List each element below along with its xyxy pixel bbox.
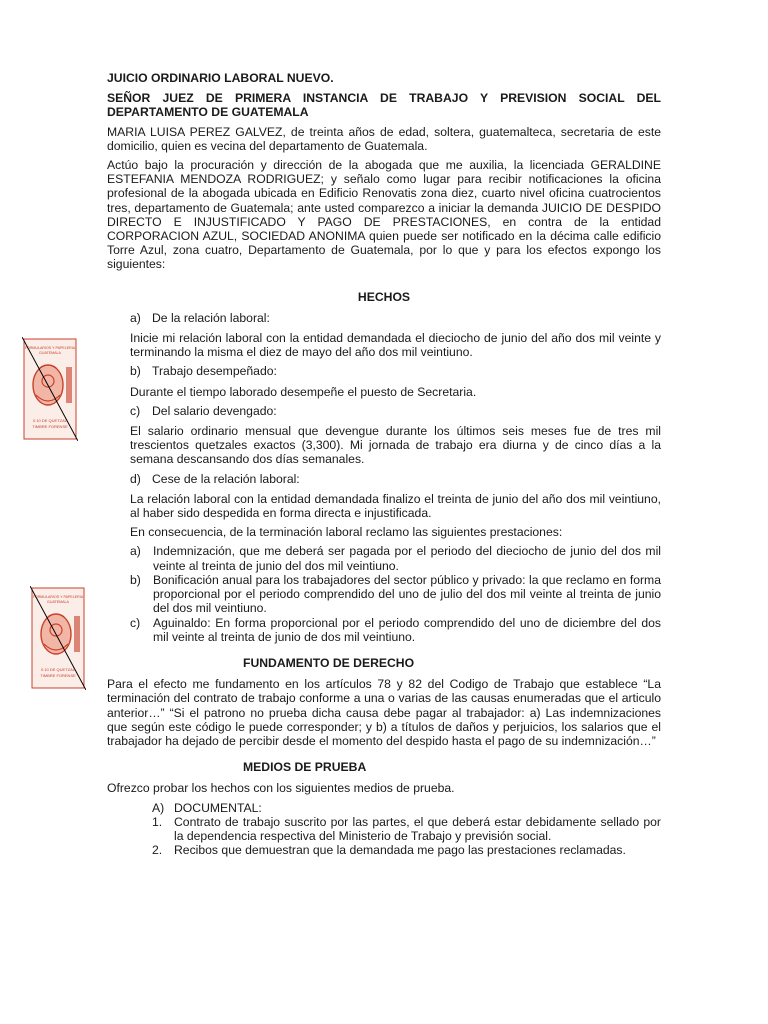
list-item xyxy=(152,815,661,843)
fundamento-heading: FUNDAMENTO DE DERECHO xyxy=(243,655,415,670)
hechos-item-c-title xyxy=(107,404,661,418)
list-item xyxy=(130,616,661,644)
list-item xyxy=(130,573,661,616)
item-label: a) xyxy=(130,310,141,325)
hechos-item-d-title xyxy=(107,472,661,486)
stamp-footer-line-2: TIMBRE FORENSE xyxy=(40,673,76,678)
item-text: Bonificación anual para los trabajadores del sector público y privado: la que reclamo en forma proporcional por el periodo comprendido del uno de julio del dos mil veinte al treinta de junio del dos mil veintiuno. xyxy=(153,572,661,616)
stamp-footer-line-2: TIMBRE FORENSE xyxy=(32,424,68,429)
item-text: Indemnización, que me deberá ser pagada por el periodo del dieciocho de junio del dos mil veinte al treinta de junio del dos mil veintiuno. xyxy=(153,544,661,573)
hechos-item-c-text: El salario ordinario mensual que devengue durante los últimos seis meses fue de tres mil trescientos quetzales exactos (3,300). Mi jornada de trabajo era diurna y de cinco días a la semana descansando dos días semanales. xyxy=(130,424,661,467)
prestaciones-list xyxy=(107,544,661,643)
item-title: DOCUMENTAL: xyxy=(174,800,262,815)
body-paragraph: Actúo bajo la procuración y dirección de la abogada que me auxilia, la licenciada GERALDINE ESTEFANIA MENDOZA RODRIGUEZ; y señalo como lugar para recibir notificaciones la oficina profesional de la abogada ubicada en Edificio Renovatis zona diez, cuarto nivel oficina cuatrocientos tres, departamento de Guatemala; ante usted comparezco a iniciar la demanda JUICIO DE DESPIDO DIRECTO E INJUSTIFICADO Y PAGO DE PRESTACIONES, en contra de la entidad CORPORACION AZUL, SOCIEDAD ANONIMA quien puede ser notificado en la décima calle edificio Torre Azul, zona cuatro, Departamento de Guatemala, por lo que y para los efectos expongo los siguientes: xyxy=(107,158,661,272)
list-item xyxy=(130,544,661,572)
stamp-header-line-1: FORMULARIOS Y PAPELERIA xyxy=(32,595,84,599)
stamp-header-line-2: GUATEMALA xyxy=(39,351,61,355)
hechos-item-a-text: Inicie mi relación laboral con la entidad demandada el dieciocho de junio del año dos mil veinte y terminando la misma el diez de mayo del año dos mil veintiuno. xyxy=(130,331,661,360)
fundamento-paragraph: Para el efecto me fundamento en los artículos 78 y 82 del Codigo de Trabajo que establece “La terminación del contrato de trabajo conforme a una o varias de las causas enumeradas que el articulo anterior…” “Si el patrono no prueba dicha causa debe pagar al trabajador: a) Las indemnizaciones que según este código le puede corresponder; y b) a títulos de daños y perjuicios, los salarios que el trabajador ha dejado de percibir desde el momento del despido hasta el pago de su indemnización…” xyxy=(107,677,661,748)
item-title: Cese de la relación laboral: xyxy=(152,471,300,486)
stamp-header-line-1: FORMULARIOS Y PAPELERIA xyxy=(24,346,76,350)
item-label: A) xyxy=(152,800,165,815)
hechos-item-b-text: Durante el tiempo laborado desempeñe el puesto de Secretaria. xyxy=(130,384,477,399)
fiscal-stamp-1 xyxy=(22,337,78,441)
document-page xyxy=(107,71,661,857)
item-text: Aguinaldo: En forma proporcional por el periodo comprendido del uno de diciembre del dos mil veinte al treinta de junio de dos mil veintiuno. xyxy=(153,615,661,644)
fiscal-stamp-2 xyxy=(30,586,86,690)
document-title: JUICIO ORDINARIO LABORAL NUEVO. xyxy=(107,71,334,85)
documental-list xyxy=(107,801,661,858)
stamp-footer-line-1: 0.10 DE QUETZAL xyxy=(40,667,76,672)
medios-intro: Ofrezco probar los hechos con los siguientes medios de prueba. xyxy=(107,781,455,796)
addressee: SEÑOR JUEZ DE PRIMERA INSTANCIA DE TRABAJO Y PREVISION SOCIAL DEL DEPARTAMENTO DE GUATEMALA xyxy=(107,91,661,120)
stamp-header-line-2: GUATEMALA xyxy=(47,600,69,604)
item-title: Trabajo desempeñado: xyxy=(152,364,277,379)
stamp-footer-line-1: 0.10 DE QUETZAL xyxy=(32,418,68,423)
item-label: b) xyxy=(130,364,141,379)
consequence-paragraph: En consecuencia, de la terminación laboral reclamo las siguientes prestaciones: xyxy=(130,525,563,540)
hechos-item-d-text: La relación laboral con la entidad demandada finalizo el treinta de junio del año dos mil veintiuno, al haber sido despedida en forma directa e injustificada. xyxy=(130,491,661,521)
hechos-item-b-title xyxy=(107,364,661,378)
item-label: 2. xyxy=(152,843,163,858)
list-item xyxy=(152,843,661,857)
item-label: d) xyxy=(130,471,141,486)
hechos-item-a-title xyxy=(107,311,661,325)
item-title: Del salario devengado: xyxy=(152,403,277,418)
intro-paragraph: MARIA LUISA PEREZ GALVEZ, de treinta años de edad, soltera, guatemalteca, secretaria de este domicilio, quien es vecina del departamento de Guatemala. xyxy=(107,124,661,153)
item-label: c) xyxy=(130,615,141,630)
medios-heading: MEDIOS DE PRUEBA xyxy=(243,760,367,775)
item-label: b) xyxy=(130,572,141,587)
hechos-heading: HECHOS xyxy=(357,289,411,304)
item-title: De la relación laboral: xyxy=(152,310,270,325)
documental-heading xyxy=(152,801,661,815)
item-text: Recibos que demuestran que la demandada me pago las prestaciones reclamadas. xyxy=(174,843,626,858)
item-text: Contrato de trabajo suscrito por las partes, el que deberá estar debidamente sellado por la dependencia respectiva del Ministerio de Trabajo y previsión social. xyxy=(174,814,661,843)
item-label: a) xyxy=(130,544,141,559)
item-label: 1. xyxy=(152,814,163,829)
item-label: c) xyxy=(130,403,141,418)
